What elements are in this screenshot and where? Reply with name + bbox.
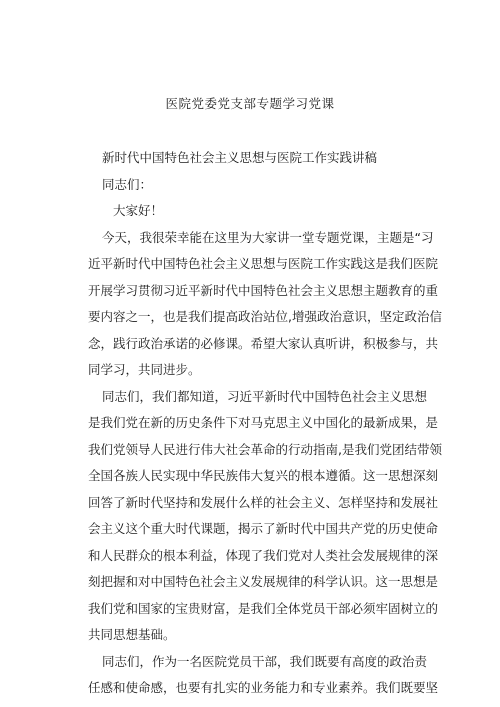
paragraph-line: 同志们，我们都知道，习近平新时代中国特色社会主义思想 — [102, 388, 428, 404]
paragraph-line: 我们党领导人民进行伟大社会革命的行动指南,是我们党团结带领 — [88, 441, 442, 457]
paragraph-line: 和人民群众的根本利益，体现了我们党对人类社会发展规律的深 — [88, 547, 439, 563]
paragraph-line: 任感和使命感，也要有扎实的业务能力和专业素养。我们既要坚 — [88, 680, 439, 695]
document-body — [88, 145, 442, 702]
greeting: 大家好！ — [113, 203, 164, 218]
paragraph-line: 全国各族人民实现中华民族伟大复兴的根本遵循。这一思想深刻 — [88, 468, 439, 483]
paragraph-line: 是我们党在新的历史条件下对马克思主义中国化的最新成果，是 — [88, 415, 439, 430]
paragraph-line: 同学习，共同进步。 — [88, 362, 201, 377]
document-subtitle: 新时代中国特色社会主义思想与医院工作实践讲稿 — [102, 150, 378, 165]
paragraph-line: 会主义这个重大时代课题，揭示了新时代中国共产党的历史使命 — [88, 521, 439, 536]
paragraph-line: 近平新时代中国特色社会主义思想与医院工作实践这是我们医院 — [88, 256, 439, 271]
paragraph-line: 要内容之一，也是我们提高政治站位,增强政治意识，坚定政治信 — [88, 309, 442, 324]
paragraph-line: 今天，我很荣幸能在这里为大家讲一堂专题党课，主题是“习 — [102, 229, 434, 245]
paragraph-line: 开展学习贯彻习近平新时代中国特色社会主义思想主题教育的重 — [88, 282, 439, 298]
paragraph-line: 念，践行政治承诺的必修课。希望大家认真听讲，积极参与，共 — [88, 335, 439, 351]
paragraph-line: 回答了新时代坚持和发展什么样的社会主义、怎样坚持和发展社 — [88, 494, 439, 510]
paragraph-line: 我们党和国家的宝贵财富，是我们全体党员干部必须牢固树立的 — [88, 600, 439, 616]
paragraph-line: 共同思想基础。 — [88, 627, 176, 642]
salutation: 同志们： — [102, 176, 153, 192]
document-title: 医院党委党支部专题学习党课 — [165, 96, 335, 111]
paragraph-line: 刻把握和对中国特色社会主义发展规律的科学认识。这一思想是 — [88, 574, 439, 589]
paragraph-line: 同志们，作为一名医院党员干部，我们既要有高度的政治责 — [102, 653, 428, 669]
